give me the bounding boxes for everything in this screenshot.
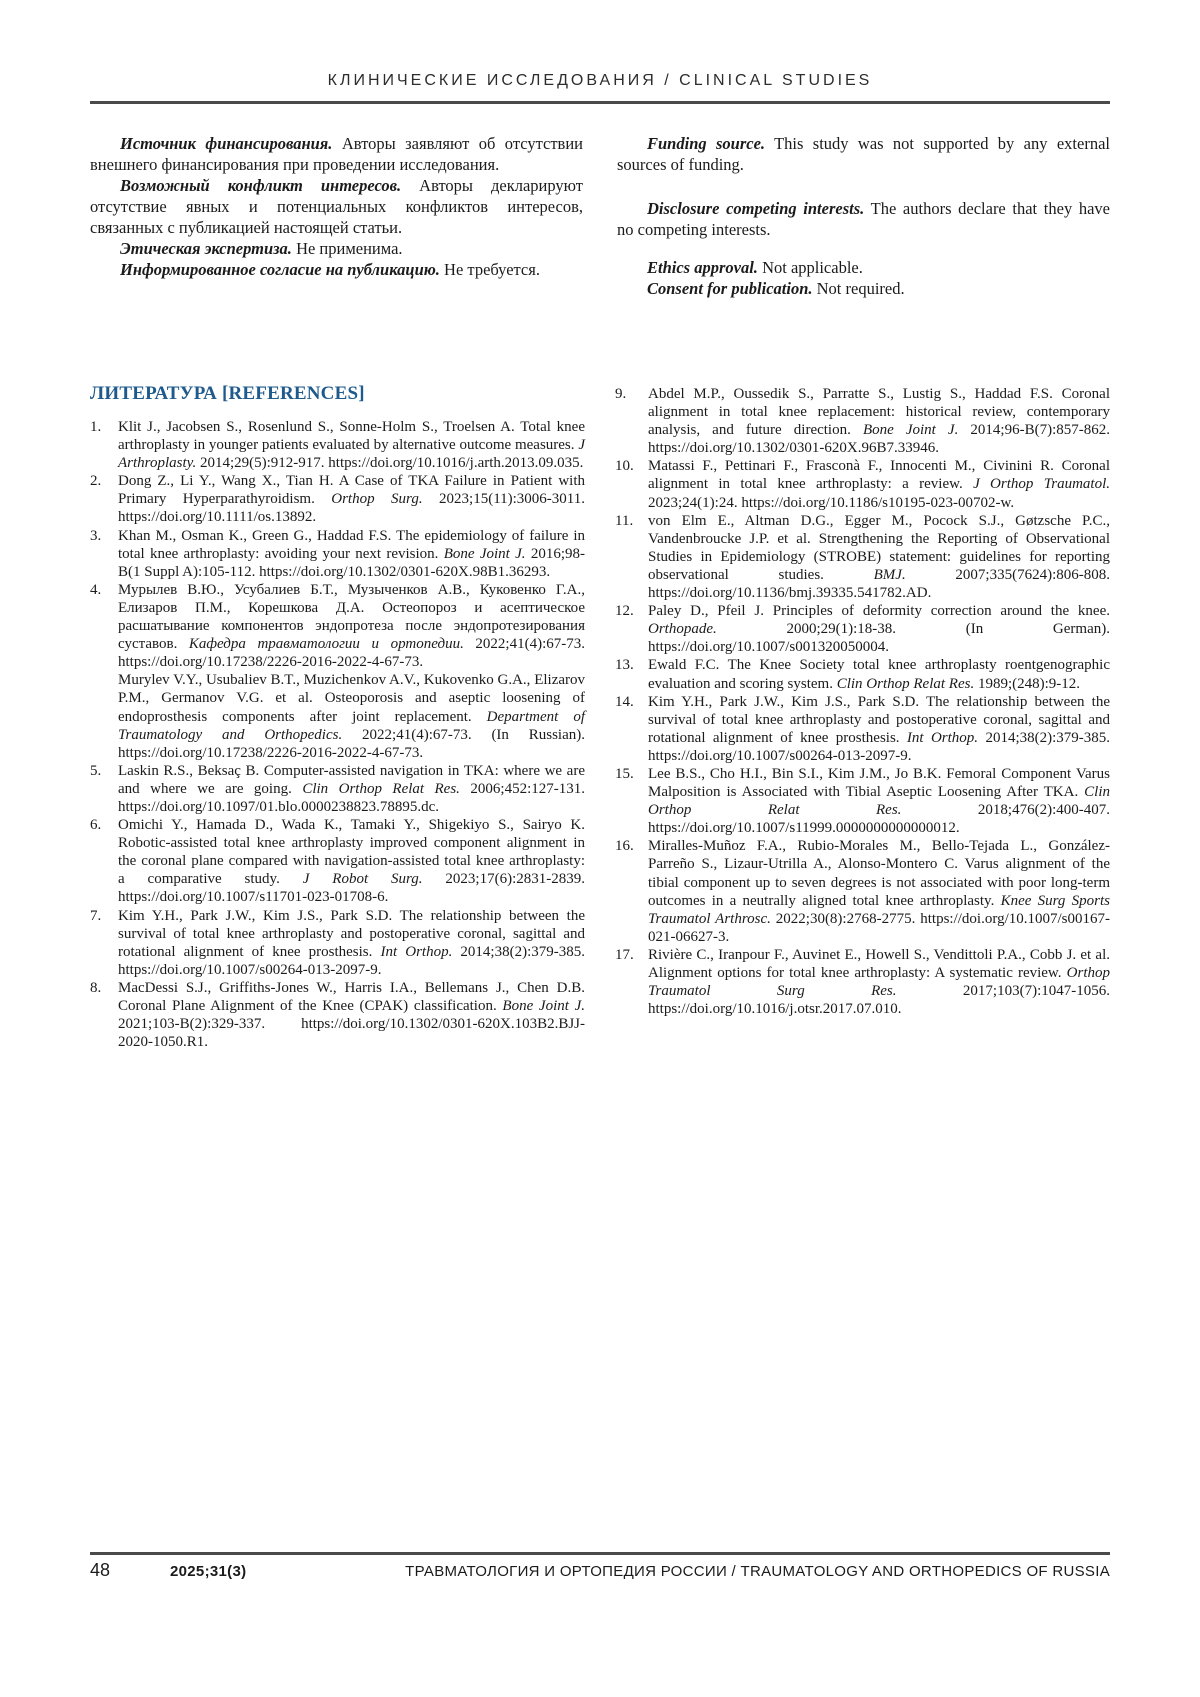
references-column-right: [615, 383, 1110, 1051]
reference-number: 13.: [615, 657, 634, 674]
reference-text: Kim Y.H., Park J.W., Kim J.S., Park S.D. The relationship between the survival of total knee arthroplasty and postoperative coronal, sagittal and rotational alignment of knee prosthesis. Int Orthop. 2014;38(2):379-385. https://doi.org/10.1007/s00264-013-2097-9.: [648, 693, 1111, 764]
statements-column-ru: [90, 133, 583, 299]
reference-item: [90, 907, 585, 979]
reference-text: von Elm E., Altman D.G., Egger M., Pocock S.J., Gøtzsche P.C., Vandenbroucke J.P. et al. Strengthening the Reporting of Observational Studies in Epidemiology (STROBE) statement: guidelines for reporting observational studies. BMJ. 2007;335(7624):806-808. https://doi.org/10.1136/bmj.39335.541782.AD.: [648, 512, 1110, 602]
statement-paragraph: Funding source. This study was not supported by any external sources of funding.: [617, 134, 1110, 174]
reference-text: Rivière C., Iranpour F., Auvinet E., Howell S., Vendittoli P.A., Cobb J. et al. Alignment options for total knee arthroplasty: A systematic review. Orthop Traumatol Surg Res. 2017;103(7):1047-1056. https://doi.org/10.1016/j.otsr.2017.07.010.: [648, 946, 1110, 1018]
reference-text: Paley D., Pfeil J. Principles of deformity correction around the knee. Orthopade. 2000;29(1):18-38. (In German). https://doi.org/10.1007/s001320050004.: [648, 603, 1110, 656]
reference-text: Klit J., Jacobsen S., Rosenlund S., Sonne-Holm S., Troelsen A. Total knee arthroplasty in younger patients evaluated by alternative outcome measures. J Arthroplasty. 2014;29(5):912-917. https://doi.org/10.1016/j.arth.2013.09.035.: [118, 419, 585, 472]
running-head: КЛИНИЧЕСКИЕ ИССЛЕДОВАНИЯ / CLINICAL STUDIES: [327, 72, 873, 89]
references-section: [90, 383, 1110, 1051]
reference-item: [615, 385, 1110, 457]
footer-rule: [90, 1552, 1110, 1555]
reference-number: 2.: [90, 473, 102, 490]
reference-item: [615, 946, 1110, 1018]
header-rule: [90, 101, 1110, 104]
reference-text: Мурылев В.Ю., Усубалиев Б.Т., Музыченков А.В., Куковенко Г.А., Елизаров П.М., Корешкова Д.А. Остеопороз и асептическое расшатывание компонентов эндопротеза после эндопротезирования суставов. Кафедра травматологии и ортопедии. 2022;41(4):67-73. https://doi.org/10.17238/2226-2016-2022-4-67-73. Murylev V.Y., Usubaliev B.T., Muzichenkov A.V., Kukovenko G.A., Elizarov P.M., Germanov V.G. et al. Osteoporosis and aseptic loosening of endoprosthesis components after joint replacement. Department of Traumatology and Orthopedics. 2022;41(4):67-73. (In Russian). https://doi.org/10.17238/2226-2016-2022-4-67-73.: [118, 581, 586, 761]
reference-item: [90, 762, 585, 816]
statements-column-en: [617, 133, 1110, 299]
statement-paragraph: Consent for publication. Not required.: [647, 279, 905, 298]
reference-text: Abdel M.P., Oussedik S., Parratte S., Lustig S., Haddad F.S. Coronal alignment in total knee replacement: historical review, contemporary analysis, and future direction. Bone Joint J. 2014;96-B(7):857-862. https://doi.org/10.1302/0301-620X.96B7.33946.: [648, 386, 1110, 457]
reference-item: [90, 816, 585, 906]
statement-lead: Disclosure competing interests.: [647, 199, 865, 218]
reference-text: Matassi F., Pettinari F., Frasconà F., Innocenti M., Civinini R. Coronal alignment in total knee arthroplasty: a review. J Orthop Traumatol. 2023;24(1):24. https://doi.org/10.1186/s10195-023-00702-w.: [648, 458, 1111, 511]
reference-number: 17.: [615, 946, 634, 963]
statement-lead: Ethics approval.: [647, 258, 758, 277]
reference-item: [90, 527, 585, 581]
statement-lead: Источник финансирования.: [120, 134, 333, 153]
reference-text: Dong Z., Li Y., Wang X., Tian H. A Case of TKA Failure in Patient with Primary Hyperparathyroidism. Orthop Surg. 2023;15(11):3006-3011. https://doi.org/10.1111/os.13892.: [118, 473, 585, 526]
reference-number: 11.: [615, 512, 634, 529]
footer: [90, 1560, 1110, 1581]
reference-item: [615, 765, 1110, 837]
reference-number: 7.: [90, 907, 102, 924]
reference-number: 3.: [90, 527, 102, 544]
references-list-right: [615, 385, 1110, 1018]
reference-number: 10.: [615, 458, 634, 475]
references-column-left: [90, 383, 585, 1051]
page-number: 48: [90, 1560, 111, 1580]
statement-paragraph: Информированное согласие на публикацию. Не требуется.: [120, 260, 540, 279]
reference-number: 16.: [615, 838, 634, 855]
statement-lead: Возможный конфликт интересов.: [120, 176, 402, 195]
statement-lead: Этическая экспертиза.: [120, 239, 292, 258]
reference-item: [615, 656, 1110, 692]
statements-section: [90, 133, 1110, 299]
reference-item: [615, 693, 1110, 765]
reference-text: Miralles-Muñoz F.A., Rubio-Morales M., Bello-Tejada L., González-Parreño S., Lizaur-Utrilla A., Alonso-Montero C. Varus alignment of the tibial component up to seven degrees is not associated with poor long-term outcomes in a neutrally aligned total knee arthroplasty. Knee Surg Sports Traumatol Arthrosc. 2022;30(8):2768-2775. https://doi.org/10.1007/s00167-021-06627-3.: [648, 838, 1110, 945]
reference-item: [615, 457, 1110, 511]
reference-text: Omichi Y., Hamada D., Wada K., Tamaki Y., Shigekiyo S., Sairyo K. Robotic-assisted total knee arthroplasty improved component alignment in the coronal plane compared with navigation-assisted total knee arthroplasty: a comparative study. J Robot Surg. 2023;17(6):2831-2839. https://doi.org/10.1007/s11701-023-01708-6.: [118, 817, 585, 906]
reference-text: Khan M., Osman K., Green G., Haddad F.S. The epidemiology of failure in total knee arthroplasty: avoiding your next revision. Bone Joint J. 2016;98-B(1 Suppl A):105-112. https://doi.org/10.1302/0301-620X.98B1.36293.: [118, 527, 585, 580]
reference-item: [615, 602, 1110, 656]
reference-text: Laskin R.S., Beksaç B. Computer-assisted navigation in TKA: where we are and where we are going. Clin Orthop Relat Res. 2006;452:127-131. https://doi.org/10.1097/01.blo.0000238823.78895.dc.: [118, 762, 585, 815]
reference-number: 12.: [615, 603, 634, 620]
reference-number: 14.: [615, 693, 634, 710]
reference-item: [615, 837, 1110, 946]
issue-label: 2025;31(3): [170, 1563, 247, 1580]
references-heading: ЛИТЕРАТУРА [REFERENCES]: [90, 383, 365, 404]
reference-number: 9.: [615, 386, 627, 402]
statement-lead: Consent for publication.: [647, 279, 813, 298]
reference-number: 5.: [90, 762, 102, 779]
reference-number: 4.: [90, 581, 102, 598]
references-list-left: [90, 418, 585, 1051]
reference-number: 15.: [615, 765, 634, 782]
statement-paragraph: Возможный конфликт интересов. Авторы декларируют отсутствие явных и потенциальных конфликтов интересов, связанных с публикацией настоящей статьи.: [90, 176, 583, 237]
reference-text: Kim Y.H., Park J.W., Kim J.S., Park S.D. The relationship between the survival of total knee arthroplasty and postoperative coronal, sagittal and rotational alignment of knee prosthesis. Int Orthop. 2014;38(2):379-385. https://doi.org/10.1007/s00264-013-2097-9.: [118, 907, 585, 978]
reference-text: MacDessi S.J., Griffiths-Jones W., Harris I.A., Bellemans J., Chen D.B. Coronal Plane Alignment of the Knee (CPAK) classification. Bone Joint J. 2021;103-B(2):329-337. https://doi.org/10.1302/0301-620X.103B2.BJJ-2020-1050.R1.: [118, 979, 585, 1051]
reference-item: [90, 581, 585, 762]
reference-number: 1.: [90, 419, 102, 435]
reference-item: [90, 472, 585, 526]
statement-lead: Информированное согласие на публикацию.: [120, 260, 440, 279]
reference-item: [90, 418, 585, 472]
reference-number: 6.: [90, 817, 102, 834]
reference-item: [615, 512, 1110, 602]
statement-paragraph: Disclosure competing interests. The authors declare that they have no competing interests.: [617, 199, 1110, 239]
reference-text: Ewald F.C. The Knee Society total knee arthroplasty roentgenographic evaluation and scoring system. Clin Orthop Relat Res. 1989;(248):9-12.: [648, 657, 1110, 692]
journal-title: ТРАВМАТОЛОГИЯ И ОРТОПЕДИЯ РОССИИ / TRAUMATOLOGY AND ORTHOPEDICS OF RUSSIA: [405, 1563, 1110, 1580]
reference-number: 8.: [90, 979, 102, 996]
reference-text: Lee B.S., Cho H.I., Bin S.I., Kim J.M., Jo B.K. Femoral Component Varus Malposition is Associated with Tibial Aseptic Loosening After TKA. Clin Orthop Relat Res. 2018;476(2):400-407. https://doi.org/10.1007/s11999.0000000000000012.: [648, 765, 1110, 837]
statement-lead: Funding source.: [647, 134, 766, 153]
statement-paragraph: Ethics approval. Not applicable.: [647, 258, 863, 277]
statement-paragraph: Этическая экспертиза. Не применима.: [120, 239, 403, 258]
reference-item: [90, 979, 585, 1051]
statement-paragraph: Источник финансирования. Авторы заявляют об отсутствии внешнего финансирования при проведении исследования.: [90, 134, 583, 174]
